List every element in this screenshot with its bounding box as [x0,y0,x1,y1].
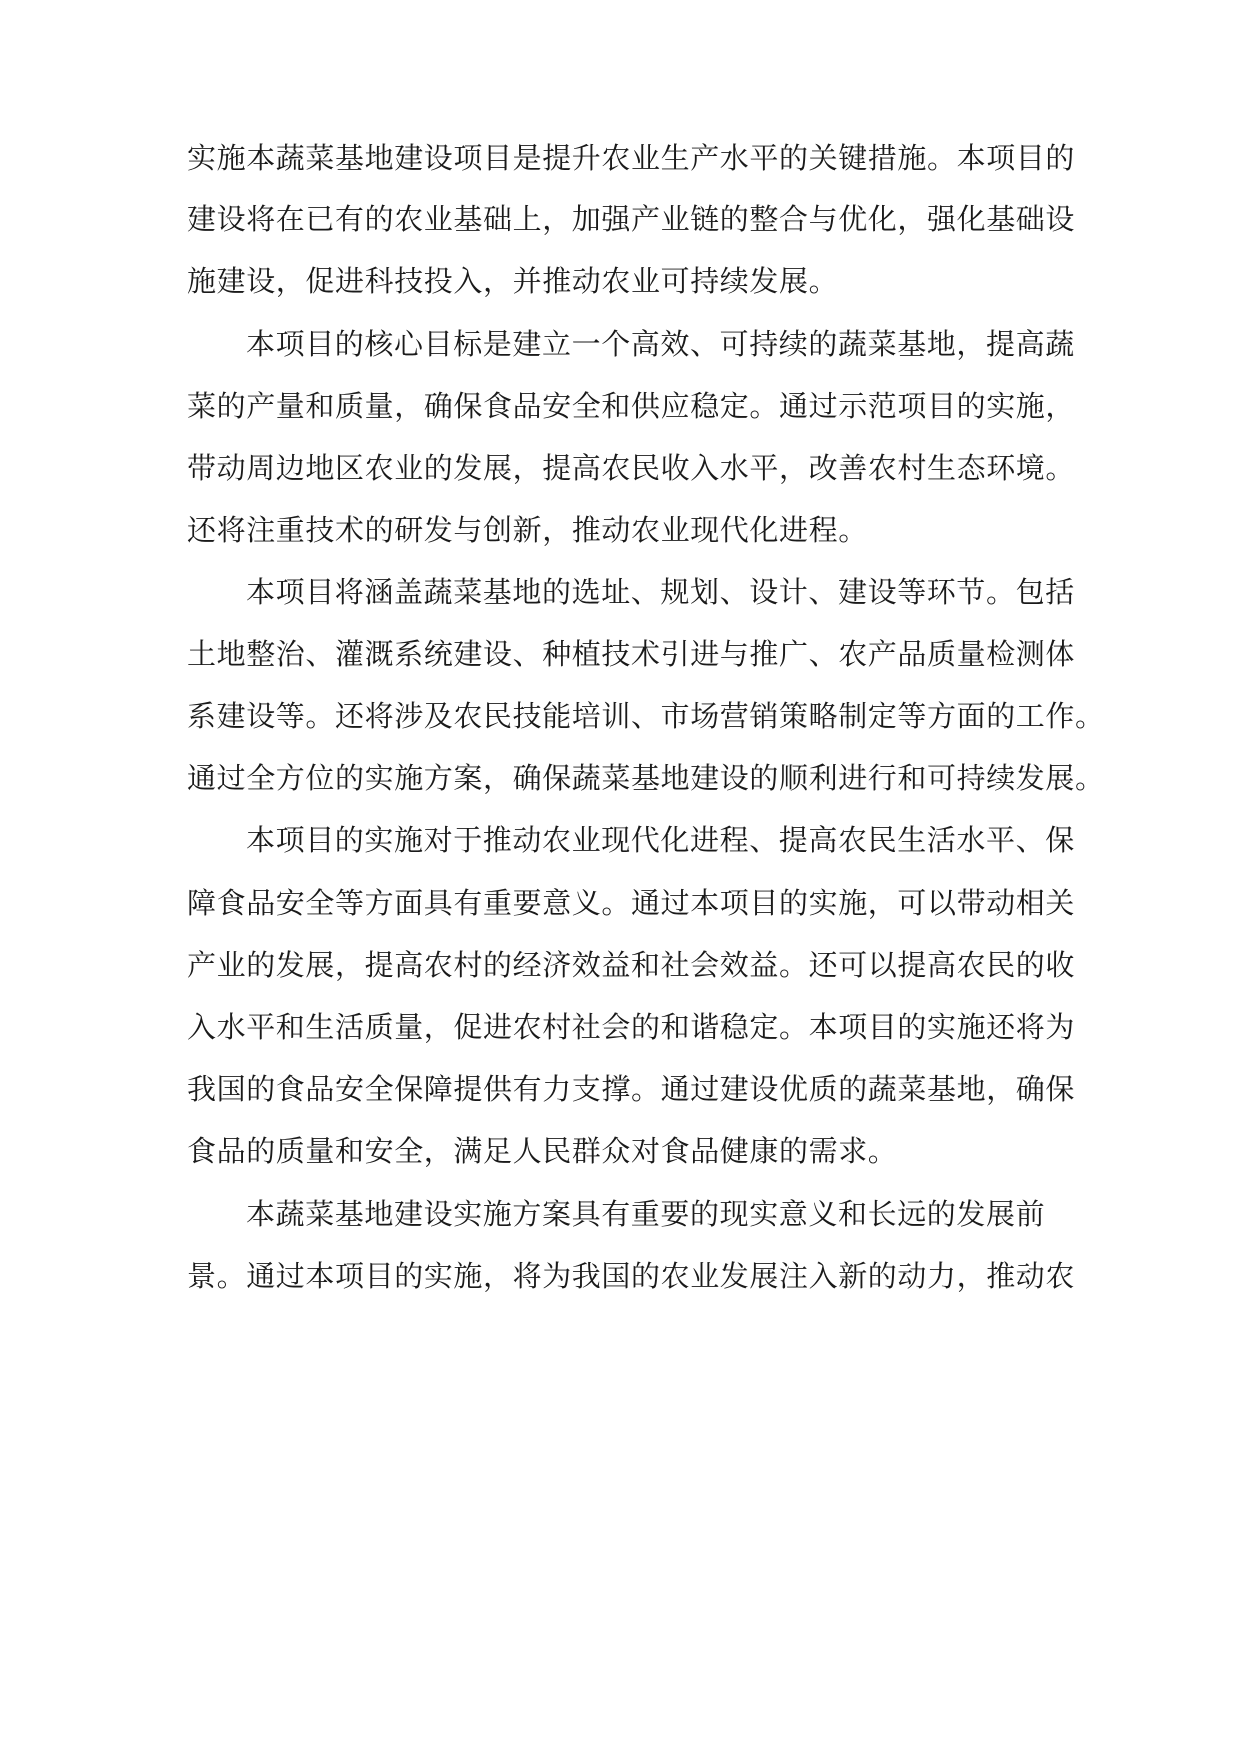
paragraph-3-line-4: 通过全方位的实施方案，确保蔬菜基地建设的顺利进行和可持续发展。 [187,761,1105,795]
paragraph-2-line-1: 本项目的核心目标是建立一个高效、可持续的蔬菜基地，提高蔬 [246,327,1075,361]
paragraph-4-line-4: 入水平和生活质量，促进农村社会的和谐稳定。本项目的实施还将为 [187,1010,1076,1044]
paragraph-1-line-1: 实施本蔬菜基地建设项目是提升农业生产水平的关键措施。本项目的 [187,141,1076,175]
paragraph-1-line-2: 建设将在已有的农业基础上，加强产业链的整合与优化，强化基础设 [187,202,1076,236]
paragraph-3-line-2: 土地整治、灌溉系统建设、种植技术引进与推广、农产品质量检测体 [187,637,1076,671]
paragraph-4-line-1: 本项目的实施对于推动农业现代化进程、提高农民生活水平、保 [246,823,1075,857]
paragraph-2-line-2: 菜的产量和质量，确保食品安全和供应稳定。通过示范项目的实施， [187,389,1076,423]
paragraph-4-line-3: 产业的发展，提高农村的经济效益和社会效益。还可以提高农民的收 [187,948,1076,982]
paragraph-5-line-2: 景。通过本项目的实施，将为我国的农业发展注入新的动力，推动农 [187,1259,1076,1293]
paragraph-5-line-1: 本蔬菜基地建设实施方案具有重要的现实意义和长远的发展前 [246,1197,1046,1231]
paragraph-2-line-3: 带动周边地区农业的发展，提高农民收入水平，改善农村生态环境。 [187,451,1076,485]
paragraph-2-line-4: 还将注重技术的研发与创新，推动农业现代化进程。 [187,513,868,547]
paragraph-3-line-3: 系建设等。还将涉及农民技能培训、市场营销策略制定等方面的工作。 [187,699,1105,733]
paragraph-4-line-6: 食品的质量和安全，满足人民群众对食品健康的需求。 [187,1134,898,1168]
paragraph-1-line-3: 施建设，促进科技投入，并推动农业可持续发展。 [187,264,839,298]
paragraph-4-line-5: 我国的食品安全保障提供有力支撑。通过建设优质的蔬菜基地，确保 [187,1072,1076,1106]
paragraph-3-line-1: 本项目将涵盖蔬菜基地的选址、规划、设计、建设等环节。包括 [246,575,1075,609]
paragraph-4-line-2: 障食品安全等方面具有重要意义。通过本项目的实施，可以带动相关 [187,886,1076,920]
